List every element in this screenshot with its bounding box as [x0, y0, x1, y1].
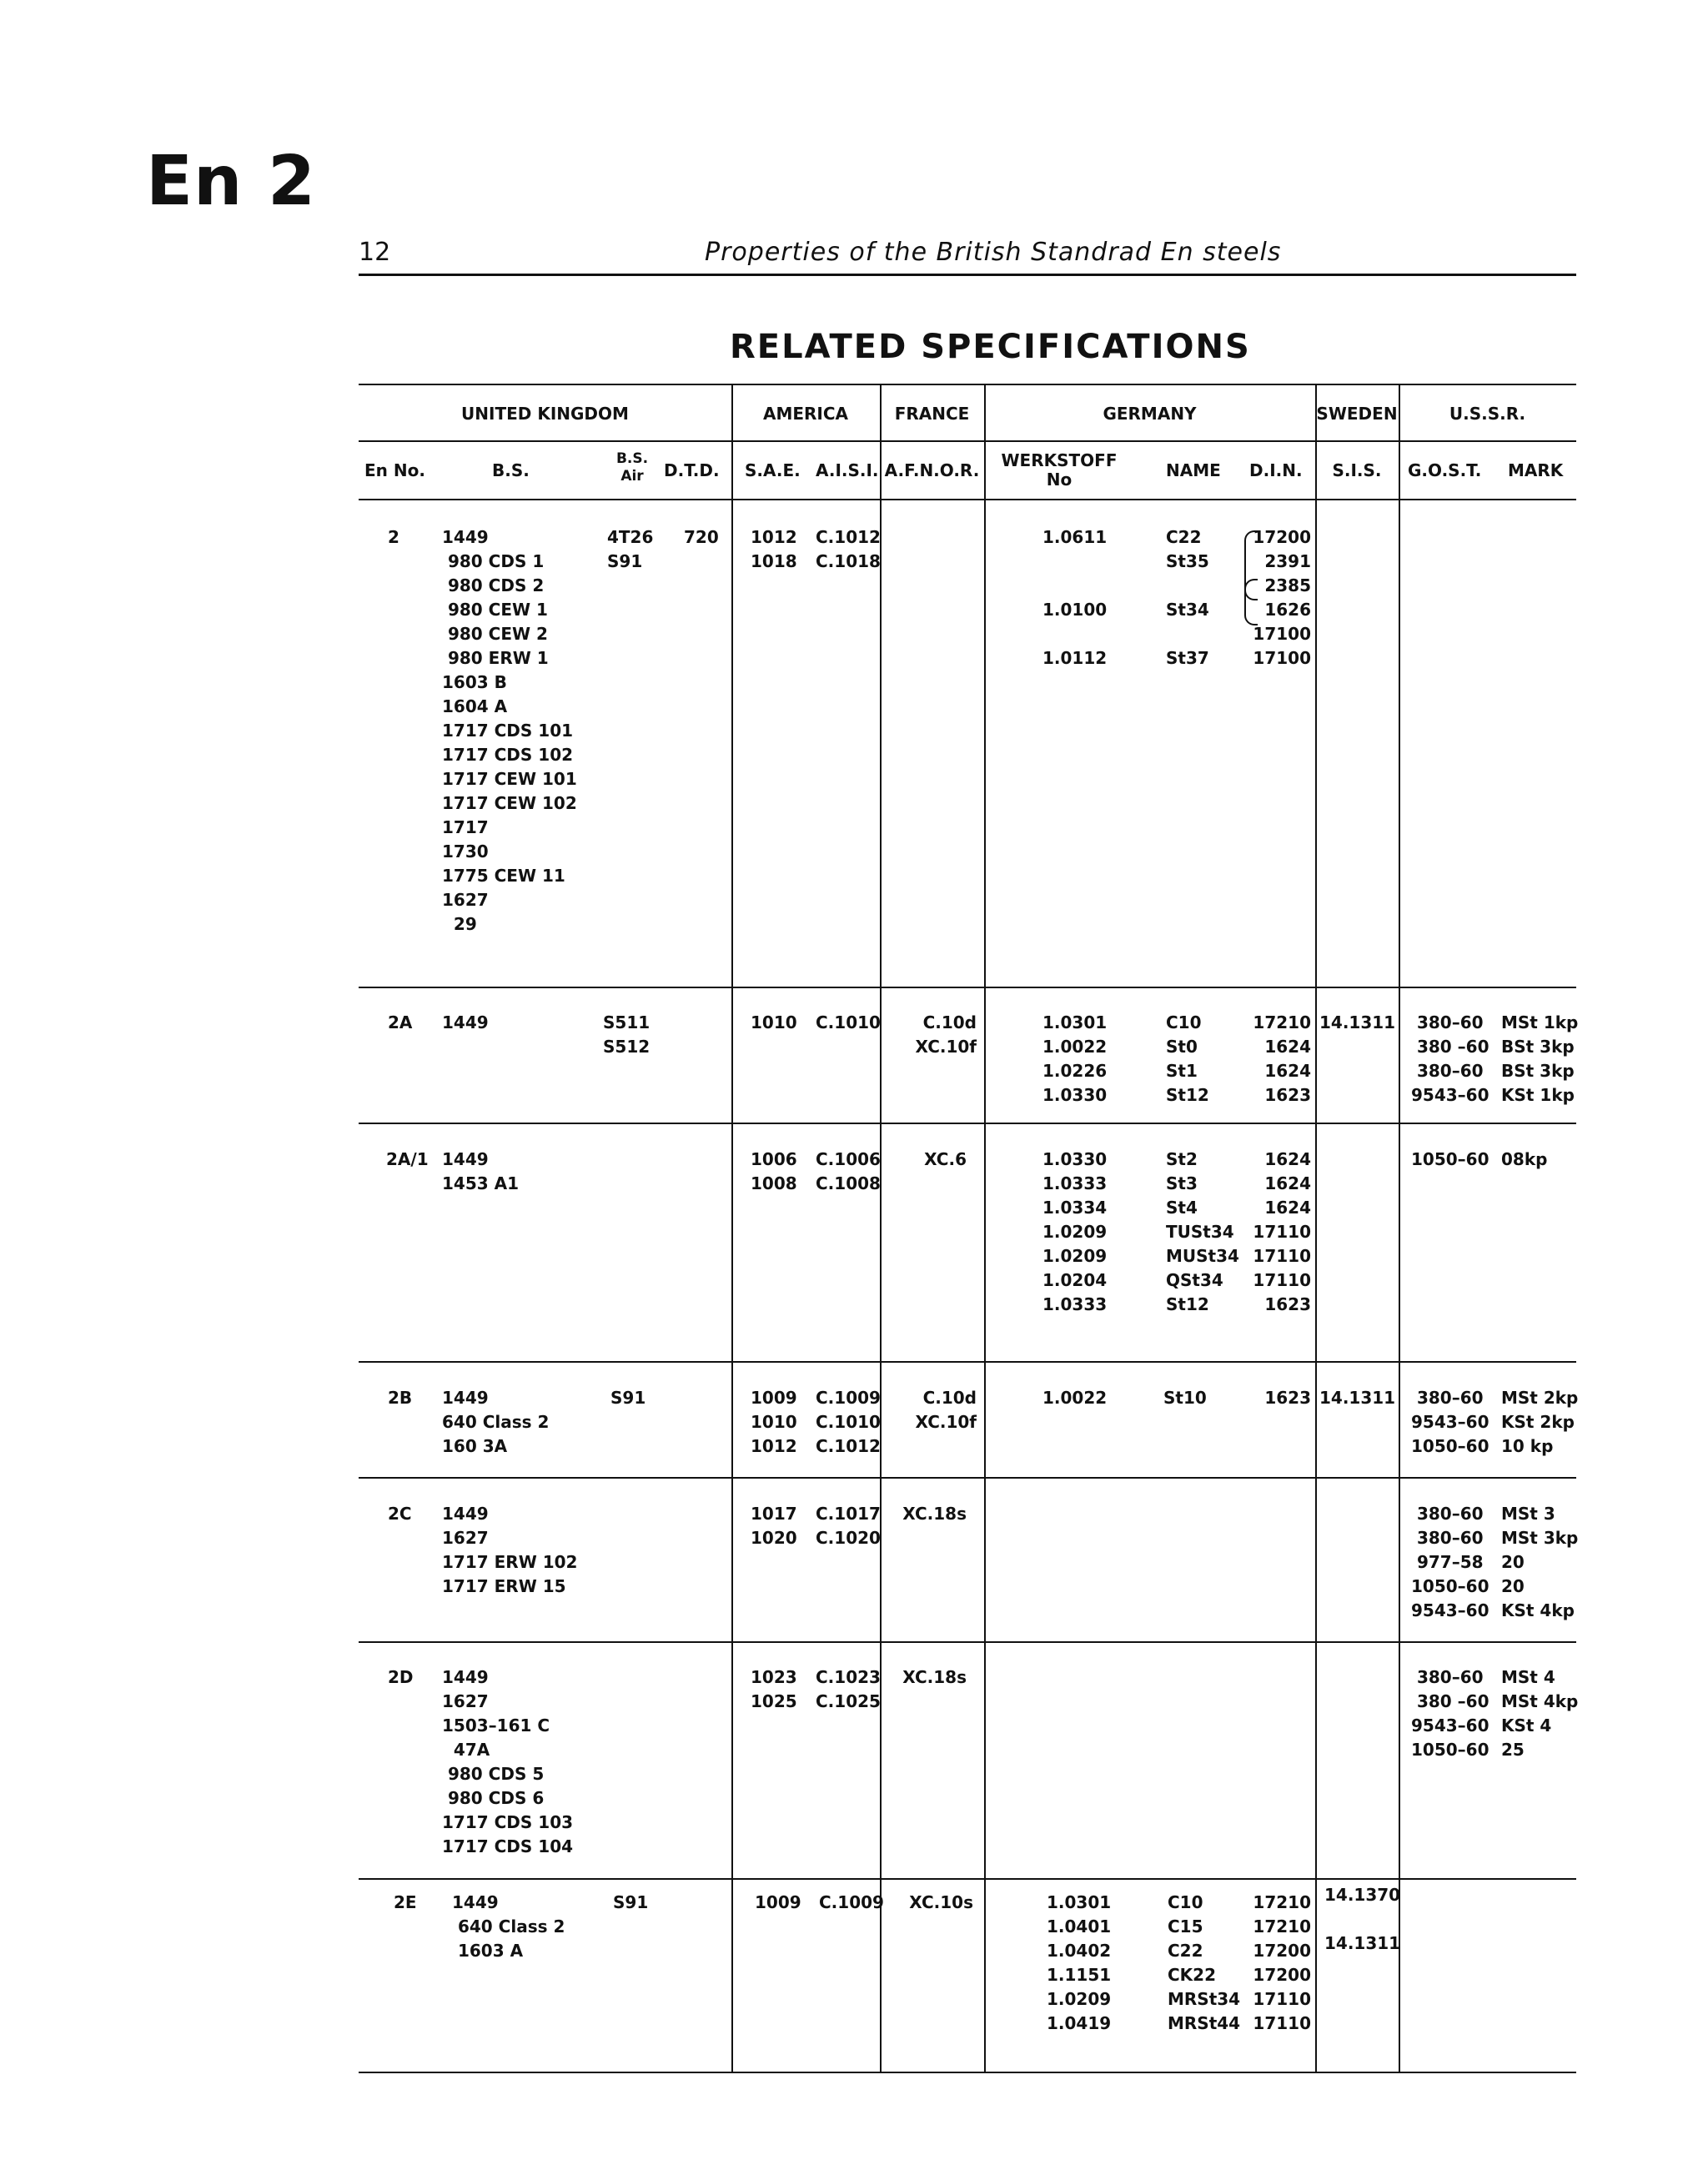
cell-sis: 14.1311 [1319, 1012, 1396, 1032]
cell-bs: 1449 [442, 1012, 489, 1032]
col-header-bs-air-2: Air [620, 468, 644, 485]
cell-din: 1623 [1264, 1388, 1311, 1408]
group-header-rule [359, 440, 1576, 442]
cell-sae: 1009 [755, 1892, 801, 1912]
cell-sis: 14.1311 [1319, 1388, 1396, 1408]
column-divider [880, 385, 882, 2072]
cell-bs-air: S91 [610, 1388, 646, 1408]
cell-werkstoff: 1.0611 1.0100 1.0112 [1042, 527, 1108, 668]
row-divider [359, 1123, 1576, 1124]
cell-en-no: 2A [388, 1012, 413, 1032]
column-divider [1315, 385, 1317, 2072]
column-divider [731, 385, 733, 2072]
cell-din: 17210 1624 1624 1623 [1253, 1012, 1311, 1105]
cell-aisi: C.1009 C.1010 C.1012 [816, 1388, 881, 1456]
cell-name: C10 St0 St1 St12 [1166, 1012, 1209, 1105]
cell-werkstoff: 1.0022 [1042, 1388, 1108, 1408]
cell-dtd: 720 [684, 527, 719, 547]
cell-name: C22 St35 St34 St37 [1166, 527, 1209, 668]
cell-en-no: 2C [388, 1504, 412, 1524]
col-header-din: D.I.N. [1249, 460, 1303, 480]
cell-bs-air: S91 [613, 1892, 649, 1912]
cell-bs: 1449 640 Class 2 1603 A [452, 1892, 565, 1961]
col-header-name: NAME [1166, 460, 1221, 480]
cell-afnor: C.10d XC.10f [915, 1388, 977, 1432]
group-header-ussr: U.S.S.R. [1449, 404, 1526, 424]
col-header-werkstoff-2: No [1046, 470, 1073, 490]
col-header-bs-air-1: B.S. [615, 450, 649, 467]
group-header-germany: GERMANY [1103, 404, 1197, 424]
cell-en-no: 2E [394, 1892, 417, 1912]
cell-gost: 380–60 380–60 977–58 1050–60 9543–60 [1411, 1504, 1489, 1620]
column-header-rule [359, 499, 1576, 500]
cell-gost: 380–60 380 –60 380–60 9543–60 [1411, 1012, 1489, 1105]
cell-aisi: C.1023 C.1025 [816, 1667, 881, 1711]
cell-name: C10 C15 C22 CK22 MRSt34 MRSt44 [1168, 1892, 1241, 2033]
cell-afnor: C.10d XC.10f [915, 1012, 977, 1057]
cell-din: 17210 17210 17200 17200 17110 17110 [1253, 1892, 1311, 2033]
group-header-sweden: SWEDEN [1316, 404, 1398, 424]
cell-mark: MSt 3 MSt 3kp 20 20 KSt 4kp [1501, 1504, 1579, 1620]
cell-mark: MSt 1kp BSt 3kp BSt 3kp KSt 1kp [1501, 1012, 1579, 1105]
column-divider [1399, 385, 1400, 2072]
cell-gost: 1050–60 [1411, 1149, 1489, 1169]
cell-aisi: C.1017 C.1020 [816, 1504, 881, 1548]
cell-gost: 380–60 380 –60 9543–60 1050–60 [1411, 1667, 1489, 1760]
cell-sae: 1012 1018 [751, 527, 797, 571]
cell-sae: 1009 1010 1012 [751, 1388, 797, 1456]
en-grade-title: En 2 [146, 142, 316, 221]
cell-afnor: XC.6 [924, 1149, 967, 1169]
cell-aisi: C.1010 [816, 1012, 881, 1032]
col-header-werkstoff-1: WERKSTOFF [1001, 450, 1118, 470]
cell-aisi: C.1006 C.1008 [816, 1149, 881, 1193]
cell-werkstoff: 1.0301 1.0022 1.0226 1.0330 [1042, 1012, 1108, 1105]
cell-name: St2 St3 St4 TUSt34 MUSt34 QSt34 St12 [1166, 1149, 1239, 1314]
cell-bs: 1449 1453 A1 [442, 1149, 520, 1193]
section-title: RELATED SPECIFICATIONS [730, 328, 1251, 366]
row-divider [359, 987, 1576, 988]
cell-werkstoff: 1.0330 1.0333 1.0334 1.0209 1.0209 1.0204 1.0333 [1042, 1149, 1108, 1314]
row-divider [359, 1477, 1576, 1479]
col-header-aisi: A.I.S.I. [816, 460, 879, 480]
cell-sae: 1010 [751, 1012, 797, 1032]
cell-bs: 1449 980 CDS 1 980 CDS 2 980 CEW 1 980 CEW 2 980 ERW 1 1603 B 1604 A 1717 CDS 101 1717 CDS 102 1717 CEW 101 1717 CEW 102 1717 1730 1775 CEW 11 1627 29 [442, 527, 577, 934]
cell-bs-air: S511 S512 [603, 1012, 651, 1057]
cell-bs-air: 4T26 S91 [607, 527, 654, 571]
col-header-afnor: A.F.N.O.R. [884, 460, 980, 480]
column-divider [984, 385, 986, 2072]
cell-afnor: XC.18s [902, 1667, 967, 1687]
group-header-america: AMERICA [762, 404, 849, 424]
cell-mark: MSt 4 MSt 4kp KSt 4 25 [1501, 1667, 1579, 1760]
cell-bs: 1449 1627 1717 ERW 102 1717 ERW 15 [442, 1504, 578, 1596]
cell-bs: 1449 640 Class 2 160 3A [442, 1388, 550, 1456]
col-header-gost: G.O.S.T. [1408, 460, 1482, 480]
cell-afnor: XC.10s [909, 1892, 973, 1912]
bracket-mark [1244, 579, 1258, 625]
cell-aisi: C.1009 [819, 1892, 884, 1912]
cell-mark: MSt 2kp KSt 2kp 10 kp [1501, 1388, 1579, 1456]
table-top-rule [359, 384, 1576, 385]
col-header-mark: MARK [1508, 460, 1564, 480]
table-bottom-rule [359, 2072, 1576, 2073]
cell-sae: 1017 1020 [751, 1504, 797, 1548]
cell-din: 1624 1624 1624 17110 17110 17110 1623 [1253, 1149, 1311, 1314]
cell-name: St10 [1163, 1388, 1207, 1408]
col-header-dtd: D.T.D. [664, 460, 720, 480]
cell-afnor: XC.18s [902, 1504, 967, 1524]
cell-en-no: 2A/1 [386, 1149, 429, 1169]
col-header-en-no: En No. [364, 460, 425, 480]
row-divider [359, 1878, 1576, 1880]
running-title: Properties of the British Standrad En steels [705, 238, 1282, 267]
header-rule [359, 274, 1576, 276]
cell-en-no: 2 [388, 527, 399, 547]
cell-aisi: C.1012 C.1018 [816, 527, 881, 571]
col-header-sae: S.A.E. [745, 460, 801, 480]
cell-mark: 08kp [1501, 1149, 1548, 1169]
cell-din: 17200 2391 2385 1626 17100 17100 [1253, 527, 1311, 668]
group-header-france: FRANCE [894, 404, 970, 424]
col-header-bs: B.S. [492, 460, 530, 480]
page-number: 12 [359, 238, 391, 267]
row-divider [359, 1641, 1576, 1643]
cell-bs: 1449 1627 1503–161 C 47A 980 CDS 5 980 CDS 6 1717 CDS 103 1717 CDS 104 [442, 1667, 574, 1856]
cell-en-no: 2D [388, 1667, 414, 1687]
cell-en-no: 2B [388, 1388, 413, 1408]
row-divider [359, 1361, 1576, 1363]
cell-sis: 14.1370 14.1311 [1324, 1885, 1401, 1953]
cell-werkstoff: 1.0301 1.0401 1.0402 1.1151 1.0209 1.0419 [1047, 1892, 1112, 2033]
cell-sae: 1023 1025 [751, 1667, 797, 1711]
cell-sae: 1006 1008 [751, 1149, 797, 1193]
cell-gost: 380–60 9543–60 1050–60 [1411, 1388, 1489, 1456]
group-header-uk: UNITED KINGDOM [461, 404, 629, 424]
col-header-sis: S.I.S. [1332, 460, 1382, 480]
